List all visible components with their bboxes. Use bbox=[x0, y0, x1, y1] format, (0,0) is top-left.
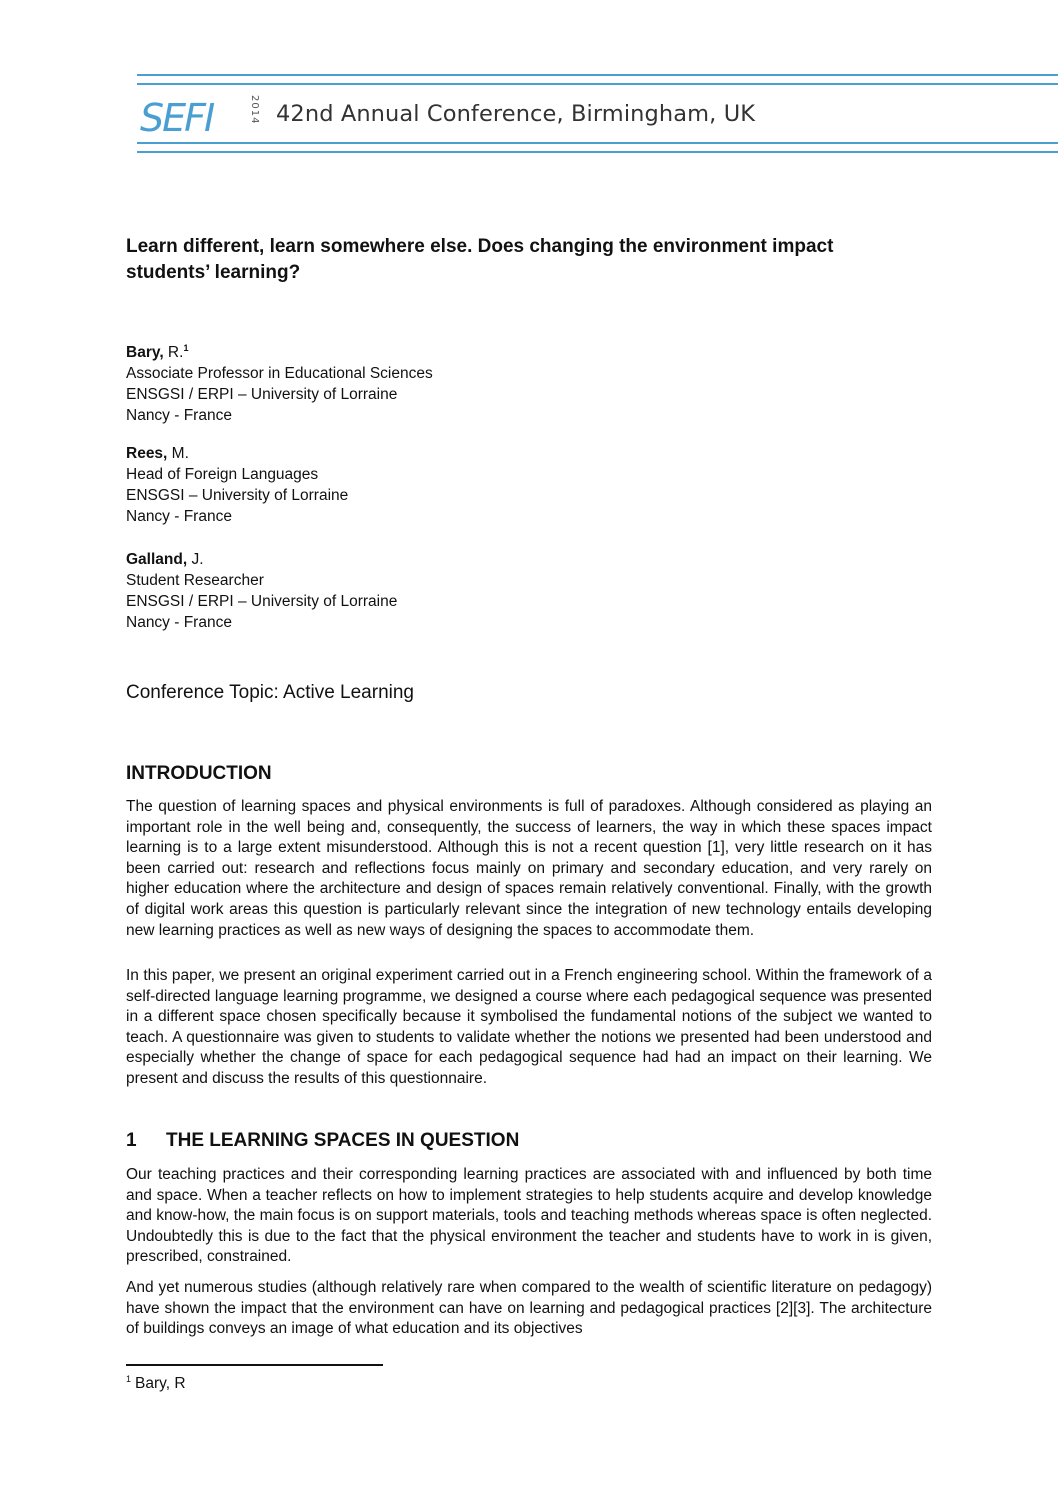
footnote-mark: 1 bbox=[126, 1374, 132, 1384]
author-surname: Galland, bbox=[126, 551, 188, 568]
footnote bbox=[126, 1374, 186, 1393]
paragraph: In this paper, we present an original experiment carried out in a French engineering school. Within the framework of a self-directed language learning programme, we designed a course where each pedagogical sequence was presented in a different space chosen specifically because it symbolised the fundamental notions of the subject we wanted to teach. A questionnaire was given to students to validate whether the notions we presented had been understood and especially whether the change of space for each pedagogical sequence had had an impact on their learning. We present and discuss the results of this questionnaire. bbox=[126, 967, 932, 1087]
title-line-1: Learn different, learn somewhere else. Does changing the environment impact bbox=[126, 236, 834, 257]
author-initial: R. bbox=[163, 344, 184, 362]
paper-title bbox=[126, 234, 932, 286]
section-heading-learning-spaces bbox=[126, 1130, 932, 1152]
author-role: Associate Professor in Educational Sciences bbox=[126, 365, 433, 383]
paragraph: The question of learning spaces and physical environments is full of paradoxes. Although considered as playing an important role in the well being and, consequently, the success of learners, the way in which these spaces impact learning is to a large extent misunderstood. Although this is not a recent question [1], very little research on it has been carried out: research and reflections focus mainly on primary and secondary education, and very rarely on higher education where the architecture and design of spaces remain relatively conventional. Finally, with the growth of digital work areas this question is particularly relevant since the integration of new technology entails developing new learning practices as well as new ways of designing the spaces to accommodate them. bbox=[126, 798, 932, 939]
author-block bbox=[126, 338, 932, 426]
svg-text:SEFI: SEFI bbox=[140, 96, 214, 139]
svg-text:2014: 2014 bbox=[249, 95, 260, 125]
header-rule-bottom-1 bbox=[137, 142, 1058, 144]
author-affiliation: ENSGSI / ERPI – University of Lorraine bbox=[126, 593, 398, 610]
author-block bbox=[126, 549, 932, 633]
section-number: 1 bbox=[126, 1130, 137, 1151]
header-rule-top-2 bbox=[137, 83, 1058, 85]
section-heading-introduction: INTRODUCTION bbox=[126, 763, 272, 784]
author-initial: M. bbox=[167, 445, 189, 462]
conference-topic: Conference Topic: Active Learning bbox=[126, 682, 414, 703]
footnote-text: Bary, R bbox=[135, 1375, 186, 1393]
author-surname: Rees, bbox=[126, 445, 168, 462]
paragraph: And yet numerous studies (although relatively rare when compared to the wealth of scientific literature on pedagogy) have shown the impact that the environment can have on learning and pedagogical practices [2][3]. The architecture of buildings conveys an image of what education and its objectives bbox=[126, 1279, 932, 1338]
author-role: Student Researcher bbox=[126, 572, 264, 589]
author-surname: Bary, bbox=[126, 344, 164, 362]
author-location: Nancy - France bbox=[126, 614, 232, 631]
author-role: Head of Foreign Languages bbox=[126, 466, 319, 483]
title-line-2: students’ learning? bbox=[126, 262, 301, 283]
footnote-divider bbox=[126, 1364, 383, 1366]
author-block bbox=[126, 443, 932, 527]
author-initial: J. bbox=[187, 551, 204, 568]
paragraph: Our teaching practices and their corresponding learning practices are associated with and influenced by both time and space. When a teacher reflects on how to implement strategies to help students acquire and develop knowledge and know-how, the main focus is on support materials, tools and teaching methods whereas space is often neglected. Undoubtedly this is due to the fact that the physical environment the teacher and students have to work in is given, prescribed, constrained. bbox=[126, 1166, 932, 1266]
header-rule-bottom-2 bbox=[137, 151, 1058, 153]
section-title: THE LEARNING SPACES IN QUESTION bbox=[166, 1130, 520, 1151]
author-affiliation: ENSGSI / ERPI – University of Lorraine bbox=[126, 386, 398, 404]
conference-title: 42nd Annual Conference, Birmingham, UK bbox=[276, 101, 756, 127]
author-location: Nancy - France bbox=[126, 407, 232, 425]
author-affiliation: ENSGSI – University of Lorraine bbox=[126, 487, 349, 504]
header-rule-top-1 bbox=[137, 74, 1058, 76]
sefi-logo bbox=[140, 95, 260, 139]
author-location: Nancy - France bbox=[126, 508, 232, 525]
author-footnote-mark: 1 bbox=[183, 343, 189, 353]
